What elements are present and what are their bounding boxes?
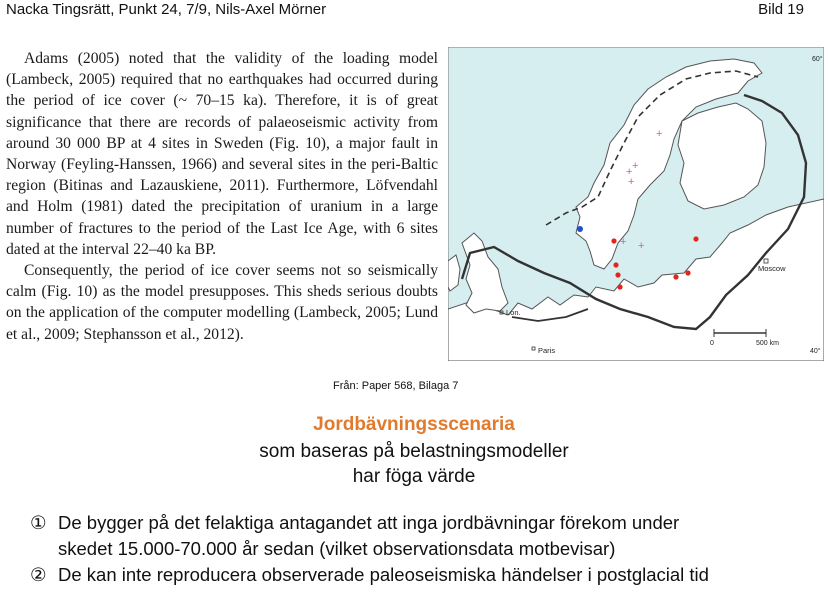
site-marker-red [673, 274, 678, 279]
site-marker-pink: + [620, 236, 627, 248]
site-marker-red [693, 236, 698, 241]
site-marker-red [611, 238, 616, 243]
scale-label-zero: 0 [710, 340, 714, 347]
site-marker-red [685, 270, 690, 275]
site-marker-red [617, 284, 622, 289]
site-marker-pink: + [656, 128, 663, 140]
slide-title: Jordbävningsscenaria [313, 414, 515, 435]
site-marker-pink: + [626, 166, 633, 178]
site-marker-blue [577, 226, 583, 232]
point-2 [30, 563, 709, 587]
point-1 [30, 511, 679, 535]
point-1-text-line-1: De bygger på det felaktiga antagandet att inga jordbävningar förekom under [58, 512, 680, 533]
header-citation: Nacka Tingsrätt, Punkt 24, 7/9, Nils-Axel Mörner [6, 1, 327, 18]
site-marker-pink: + [638, 240, 645, 252]
site-marker-pink: + [632, 160, 639, 172]
excerpt-paragraph-2: Consequently, the period of ice cover seems not so seismically calm (Fig. 10) as the model presupposes. This sheds serious doubts on the application of the computer modelling (Lambeck, 2005; Lund et al., 2009; Stephansson et al., 2012). [6, 262, 438, 343]
paris-label: Paris [538, 346, 556, 355]
site-marker-red [613, 262, 618, 267]
point-1-number: ① [30, 512, 47, 533]
excerpt-paragraph-1: Adams (2005) noted that the validity of the loading model (Lambeck, 2005) required that no earthquakes had occurred during the period of ice cover (~ 70–15 ka). Therefore, it is of great significance that there are records of palaeoseismic activity from around 30 000 BP at 4 sites in Sweden (Fig. 10), a major fault in Norway (Feyling-Hanssen, 1966) and several sites in the peri-Baltic region (Bitinas and Lazauskiene, 2011). Furthermore, Löfvendahl and Holm (1981) dated the precipitation of uranium in a large number of fractures to the period of the Last Ice Age, with 6 sites dated at the interval 22–40 ka BP. [6, 50, 438, 258]
site-marker-pink: + [628, 176, 635, 188]
point-2-text-line-1: De kan inte reproducera observerade paleoseismiska händelser i postglacial tid [58, 564, 709, 585]
slide-number: Bild 19 [758, 1, 804, 18]
london-label: Lon. [506, 308, 521, 317]
slide-header [0, 0, 828, 24]
site-marker-red [615, 272, 620, 277]
slide-subtitle-line-2: har föga värde [352, 466, 476, 487]
graticule-label-top: 60° [812, 56, 823, 63]
figure-source: Från: Paper 568, Bilaga 7 [333, 380, 459, 392]
moscow-label: Moscow [758, 264, 786, 273]
slide-subtitle-line-1: som baseras på belastningsmodeller [259, 441, 569, 462]
graticule-label-right: 40° [810, 348, 821, 355]
point-2-number: ② [30, 564, 47, 585]
point-1-text-line-2: skedet 15.000-70.000 år sedan (vilket observationsdata motbevisar) [58, 538, 616, 559]
scale-label-500: 500 km [756, 340, 779, 347]
paper-excerpt [6, 48, 438, 345]
scandinavia-map [448, 47, 824, 361]
